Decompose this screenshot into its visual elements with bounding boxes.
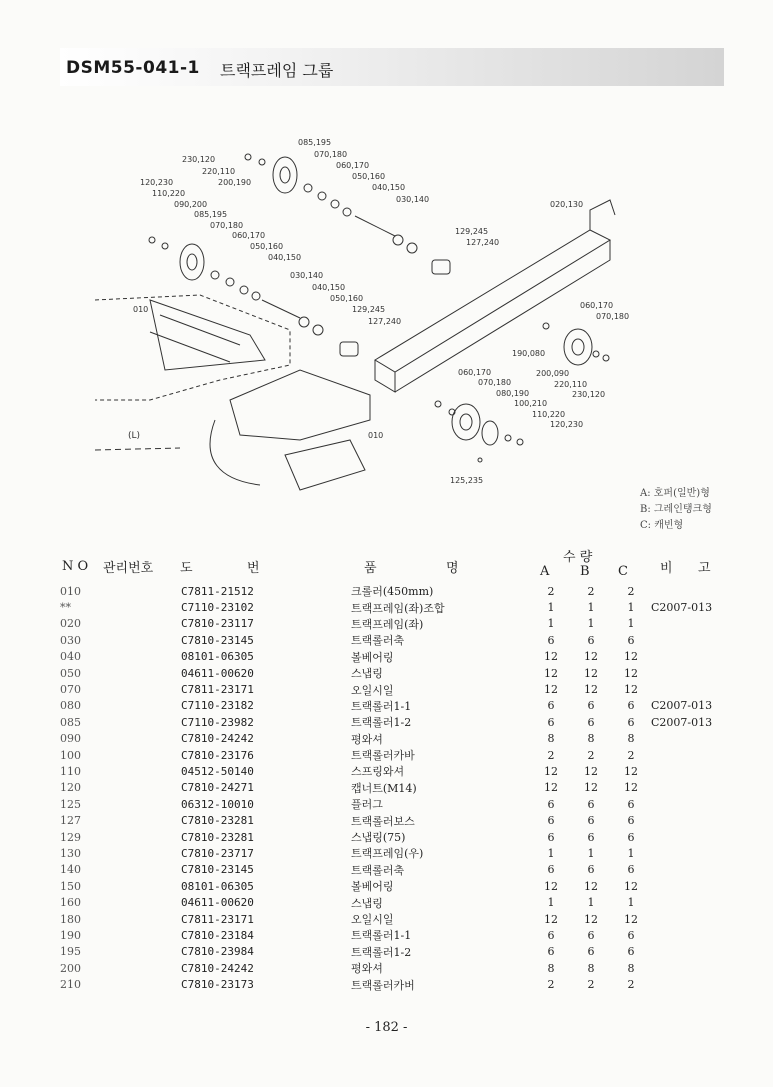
- part-number: 190: [60, 928, 81, 942]
- remarks: [651, 894, 741, 910]
- part-number: 040: [60, 650, 81, 664]
- part-name: 스냅링(75): [351, 831, 406, 845]
- group-code: DSM55-041-1: [66, 58, 200, 78]
- callout: 085,195: [298, 138, 332, 147]
- drawing-number: C7110-23182: [181, 699, 254, 713]
- table-row: [60, 763, 741, 779]
- qty-a: 2: [547, 748, 555, 762]
- qty-a: 1: [547, 896, 555, 910]
- part-number: 210: [60, 978, 81, 992]
- callout: 030,140: [290, 271, 324, 280]
- remarks: C2007-013: [651, 601, 713, 615]
- parts-table: [60, 583, 741, 993]
- callout: 060,170: [580, 301, 614, 310]
- qty-c: 1: [627, 617, 635, 631]
- part-number: 127: [60, 814, 81, 828]
- remarks: [651, 878, 741, 894]
- qty-a: 6: [547, 699, 555, 713]
- qty-b: 6: [587, 797, 595, 811]
- qty-a: 1: [547, 601, 555, 615]
- callout: 220,110: [554, 380, 588, 389]
- part-number: 030: [60, 633, 81, 647]
- qty-c: 12: [624, 912, 638, 926]
- management-number: [120, 665, 181, 681]
- qty-a: 6: [547, 814, 555, 828]
- header-name-2: 명: [446, 561, 459, 576]
- qty-b: 12: [584, 683, 598, 697]
- table-header: [0, 548, 773, 582]
- callout: 060,170: [232, 231, 266, 240]
- drawing-number: 04611-00620: [181, 666, 254, 680]
- remarks: [651, 763, 741, 779]
- drawing-number: 06312-10010: [181, 797, 254, 811]
- header-qty-c: C: [618, 564, 628, 579]
- diagram-svg: [0, 100, 773, 500]
- table-row: [60, 944, 741, 960]
- callout: 040,150: [372, 183, 406, 192]
- drawing-number: C7810-23184: [181, 928, 254, 942]
- qty-c: 2: [627, 584, 635, 598]
- part-name: 스냅링: [351, 896, 383, 910]
- callout: 125,235: [450, 476, 484, 485]
- drawing-number: C7811-23171: [181, 912, 254, 926]
- drawing-number: C7810-23984: [181, 945, 254, 959]
- part-number: 150: [60, 879, 81, 893]
- qty-c: 12: [624, 781, 638, 795]
- header-remarks-2: 고: [698, 561, 711, 576]
- table-row: [60, 796, 741, 812]
- callout: 060,170: [336, 161, 370, 170]
- drawing-number: 04512-50140: [181, 764, 254, 778]
- part-name: 트랙롤러1-1: [351, 699, 412, 713]
- remarks: [651, 862, 741, 878]
- callout: 100,210: [514, 399, 548, 408]
- management-number: [120, 731, 181, 747]
- qty-c: 6: [627, 699, 635, 713]
- qty-c: 6: [627, 863, 635, 877]
- qty-c: 2: [627, 978, 635, 992]
- callout: 127,240: [368, 317, 402, 326]
- qty-c: 6: [627, 715, 635, 729]
- table-row: [60, 894, 741, 910]
- header-no: N O: [62, 559, 89, 574]
- qty-a: 6: [547, 797, 555, 811]
- page-header: [60, 48, 724, 86]
- drawing-number: 04611-00620: [181, 896, 254, 910]
- qty-b: 2: [587, 748, 595, 762]
- drawing-number: C7810-23281: [181, 830, 254, 844]
- management-number: [120, 944, 181, 960]
- qty-b: 2: [587, 584, 595, 598]
- part-number: 120: [60, 781, 81, 795]
- callout: 200,190: [218, 178, 252, 187]
- qty-c: 8: [627, 732, 635, 746]
- callout: 010: [368, 431, 384, 440]
- qty-b: 12: [584, 666, 598, 680]
- management-number: [120, 862, 181, 878]
- table-row: [60, 665, 741, 681]
- callout: 070,180: [596, 312, 630, 321]
- part-number: 110: [60, 764, 81, 778]
- qty-a: 12: [544, 781, 558, 795]
- management-number: [120, 894, 181, 910]
- remarks: [651, 944, 741, 960]
- drawing-number: C7810-24242: [181, 961, 254, 975]
- qty-c: 6: [627, 928, 635, 942]
- qty-a: 6: [547, 945, 555, 959]
- drawing-number: C7810-23117: [181, 617, 254, 631]
- part-number: 180: [60, 912, 81, 926]
- remarks: [651, 796, 741, 812]
- part-number: 070: [60, 683, 81, 697]
- remarks: [651, 616, 741, 632]
- drawing-number: C7810-23717: [181, 846, 254, 860]
- drawing-number: C7810-23173: [181, 978, 254, 992]
- qty-c: 12: [624, 764, 638, 778]
- part-number: 090: [60, 732, 81, 746]
- management-number: [120, 681, 181, 697]
- qty-c: 6: [627, 797, 635, 811]
- drawing-number: C7810-23145: [181, 863, 254, 877]
- callout: 110,220: [152, 189, 186, 198]
- callout: 200,090: [536, 369, 570, 378]
- qty-b: 1: [587, 617, 595, 631]
- qty-a: 6: [547, 928, 555, 942]
- qty-a: 6: [547, 863, 555, 877]
- qty-a: 12: [544, 683, 558, 697]
- drawing-number: C7810-24271: [181, 781, 254, 795]
- management-number: [120, 583, 181, 599]
- management-number: [120, 927, 181, 943]
- qty-c: 6: [627, 814, 635, 828]
- callout: 050,160: [250, 242, 284, 251]
- qty-b: 8: [587, 961, 595, 975]
- table-row: [60, 714, 741, 730]
- qty-b: 6: [587, 863, 595, 877]
- legend-a: A: 호퍼(일반)형: [640, 488, 710, 499]
- callout: 129,245: [455, 227, 489, 236]
- header-dwg-1: 도: [180, 561, 193, 576]
- part-number: **: [60, 601, 71, 615]
- drawing-number: C7810-23281: [181, 814, 254, 828]
- part-name: 트랙롤러카바: [351, 749, 415, 763]
- drawing-number: C7810-24242: [181, 732, 254, 746]
- table-row: [60, 862, 741, 878]
- callout: 080,190: [496, 389, 530, 398]
- table-row: [60, 731, 741, 747]
- part-name: 볼베어링: [351, 650, 394, 664]
- remarks: [651, 780, 741, 796]
- part-number: 200: [60, 961, 81, 975]
- remarks: [651, 976, 741, 992]
- table-row: [60, 780, 741, 796]
- part-number: 195: [60, 945, 81, 959]
- parts-table-body: [60, 583, 741, 993]
- qty-a: 6: [547, 633, 555, 647]
- management-number: [120, 763, 181, 779]
- remarks: [651, 665, 741, 681]
- qty-b: 6: [587, 715, 595, 729]
- part-number: 100: [60, 748, 81, 762]
- callout: 190,080: [512, 349, 546, 358]
- table-row: [60, 599, 741, 615]
- qty-b: 12: [584, 764, 598, 778]
- callout: 050,160: [330, 294, 364, 303]
- part-name: 캡너트(M14): [351, 781, 417, 795]
- qty-c: 1: [627, 896, 635, 910]
- part-number: 085: [60, 715, 81, 729]
- drawing-number: 08101-06305: [181, 879, 254, 893]
- table-row: [60, 632, 741, 648]
- qty-b: 6: [587, 699, 595, 713]
- qty-b: 12: [584, 781, 598, 795]
- part-name: 크롤러(450mm): [351, 585, 434, 599]
- part-number: 020: [60, 617, 81, 631]
- callout: 070,180: [314, 150, 348, 159]
- part-name: 평와셔: [351, 962, 383, 976]
- qty-c: 12: [624, 879, 638, 893]
- callout: 070,180: [478, 378, 512, 387]
- management-number: [120, 845, 181, 861]
- qty-a: 8: [547, 732, 555, 746]
- header-qty-b: B: [580, 564, 590, 579]
- callout: 010: [133, 305, 149, 314]
- drawing-number: C7810-23176: [181, 748, 254, 762]
- part-number: 010: [60, 584, 81, 598]
- header-name-1: 품: [364, 561, 377, 576]
- part-name: 트랙프레임(좌)조합: [351, 601, 445, 615]
- remarks: [651, 960, 741, 976]
- remarks: [651, 812, 741, 828]
- callout: 070,180: [210, 221, 244, 230]
- qty-c: 12: [624, 666, 638, 680]
- group-title: 트랙프레임 그룹: [220, 61, 334, 80]
- management-number: [120, 747, 181, 763]
- remarks: C2007-013: [651, 699, 713, 713]
- part-number: 050: [60, 666, 81, 680]
- management-number: [120, 878, 181, 894]
- qty-a: 12: [544, 650, 558, 664]
- header-remarks-1: 비: [660, 561, 673, 576]
- callout: 090,200: [174, 200, 208, 209]
- part-name: 트랙롤러1-2: [351, 945, 412, 959]
- table-row: [60, 845, 741, 861]
- callout: 040,150: [312, 283, 346, 292]
- callout: 110,220: [532, 410, 566, 419]
- remarks: [651, 829, 741, 845]
- part-name: 트랙롤러축: [351, 863, 405, 877]
- remarks: [651, 845, 741, 861]
- part-name: 트랙롤러카버: [351, 978, 415, 992]
- qty-b: 6: [587, 945, 595, 959]
- qty-a: 12: [544, 666, 558, 680]
- qty-a: 1: [547, 617, 555, 631]
- management-number: [120, 632, 181, 648]
- qty-b: 12: [584, 879, 598, 893]
- qty-b: 2: [587, 978, 595, 992]
- callout: 085,195: [194, 210, 228, 219]
- qty-b: 1: [587, 896, 595, 910]
- remarks: [651, 583, 741, 599]
- table-row: [60, 829, 741, 845]
- part-number: 129: [60, 830, 81, 844]
- callout: 220,110: [202, 167, 236, 176]
- table-row: [60, 681, 741, 697]
- part-name: 트랙롤러축: [351, 634, 405, 648]
- part-name: 트랙롤러1-1: [351, 929, 412, 943]
- qty-b: 6: [587, 928, 595, 942]
- qty-c: 12: [624, 650, 638, 664]
- qty-a: 1: [547, 846, 555, 860]
- callout: 030,140: [396, 195, 430, 204]
- qty-c: 1: [627, 601, 635, 615]
- remarks: [651, 927, 741, 943]
- qty-a: 6: [547, 715, 555, 729]
- qty-c: 12: [624, 683, 638, 697]
- page-number: - 182 -: [365, 1020, 408, 1035]
- part-name: 평와셔: [351, 732, 383, 746]
- callout: 060,170: [458, 368, 492, 377]
- qty-b: 12: [584, 912, 598, 926]
- callout: 120,230: [140, 178, 174, 187]
- qty-b: 1: [587, 846, 595, 860]
- callout: 120,230: [550, 420, 584, 429]
- part-name: 오일시일: [351, 683, 394, 697]
- qty-a: 2: [547, 584, 555, 598]
- qty-a: 8: [547, 961, 555, 975]
- callout: 127,240: [466, 238, 500, 247]
- exploded-parts-diagram: [0, 100, 773, 500]
- management-number: [120, 780, 181, 796]
- part-name: 플러그: [351, 798, 383, 812]
- header-dwg-2: 번: [247, 561, 260, 576]
- table-row: [60, 747, 741, 763]
- qty-a: 6: [547, 830, 555, 844]
- header-mgmt: 관리번호: [103, 561, 154, 576]
- table-row: [60, 878, 741, 894]
- part-name: 스냅링: [351, 667, 383, 681]
- management-number: [120, 829, 181, 845]
- management-number: [120, 714, 181, 730]
- qty-a: 12: [544, 912, 558, 926]
- model-legend: [640, 486, 712, 534]
- callout: 230,120: [182, 155, 216, 164]
- qty-b: 1: [587, 601, 595, 615]
- qty-b: 6: [587, 814, 595, 828]
- remarks: [651, 731, 741, 747]
- qty-b: 6: [587, 633, 595, 647]
- part-name: 트랙프레임(우): [351, 847, 424, 861]
- drawing-number: C7811-21512: [181, 584, 254, 598]
- drawing-number: C7110-23102: [181, 601, 254, 615]
- management-number: [120, 911, 181, 927]
- callout: 040,150: [268, 253, 302, 262]
- table-row: [60, 812, 741, 828]
- header-qty-a: A: [540, 564, 550, 579]
- management-number: [120, 698, 181, 714]
- qty-b: 8: [587, 732, 595, 746]
- qty-c: 6: [627, 945, 635, 959]
- remarks: [651, 681, 741, 697]
- table-row: [60, 911, 741, 927]
- drawing-number: C7810-23145: [181, 633, 254, 647]
- remarks: [651, 747, 741, 763]
- drawing-number: C7110-23982: [181, 715, 254, 729]
- management-number: [120, 649, 181, 665]
- qty-b: 12: [584, 650, 598, 664]
- part-name: 트랙롤러1-2: [351, 716, 412, 730]
- part-name: 트랙롤러보스: [351, 814, 415, 828]
- callout: 230,120: [572, 390, 606, 399]
- table-row: [60, 698, 741, 714]
- table-row: [60, 960, 741, 976]
- remarks: [651, 649, 741, 665]
- table-row: [60, 976, 741, 992]
- remarks: C2007-013: [651, 715, 713, 729]
- qty-c: 6: [627, 633, 635, 647]
- qty-c: 8: [627, 961, 635, 975]
- part-name: 오일시일: [351, 913, 394, 926]
- qty-c: 2: [627, 748, 635, 762]
- part-number: 160: [60, 896, 81, 910]
- management-number: [120, 599, 181, 615]
- table-row: [60, 927, 741, 943]
- part-name: 트랙프레임(좌): [351, 617, 424, 631]
- legend-c: C: 캐빈형: [640, 520, 684, 531]
- header-qty: 수 량: [563, 550, 593, 565]
- table-row: [60, 616, 741, 632]
- management-number: [120, 616, 181, 632]
- qty-a: 12: [544, 764, 558, 778]
- callout: 020,130: [550, 200, 584, 209]
- callout: (L): [128, 431, 141, 441]
- remarks: [651, 911, 741, 927]
- management-number: [120, 976, 181, 992]
- qty-a: 12: [544, 879, 558, 893]
- part-number: 080: [60, 699, 81, 713]
- legend-b: B: 그레인탱크형: [640, 504, 712, 515]
- management-number: [120, 812, 181, 828]
- part-number: 125: [60, 797, 81, 811]
- part-number: 140: [60, 863, 81, 877]
- management-number: [120, 796, 181, 812]
- drawing-number: C7811-23171: [181, 683, 254, 697]
- management-number: [120, 960, 181, 976]
- part-name: 볼베어링: [351, 880, 394, 894]
- part-number: 130: [60, 846, 81, 860]
- table-row: [60, 583, 741, 599]
- part-name: 스프링와셔: [351, 765, 405, 779]
- callout: 129,245: [352, 305, 386, 314]
- remarks: [651, 632, 741, 648]
- qty-c: 6: [627, 830, 635, 844]
- table-row: [60, 649, 741, 665]
- callout: 050,160: [352, 172, 386, 181]
- qty-c: 1: [627, 846, 635, 860]
- drawing-number: 08101-06305: [181, 650, 254, 664]
- qty-a: 2: [547, 978, 555, 992]
- qty-b: 6: [587, 830, 595, 844]
